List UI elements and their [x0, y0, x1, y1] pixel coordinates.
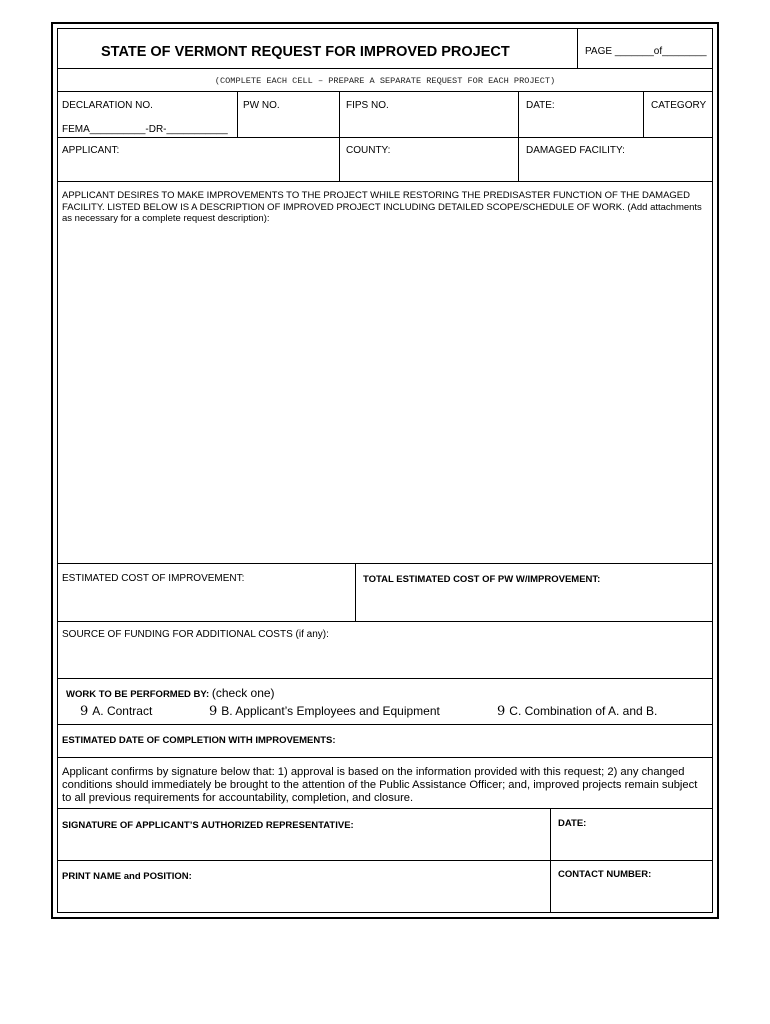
rule-work [57, 724, 713, 725]
signature-label: SIGNATURE OF APPLICANT’S AUTHORIZED REPRESENTATIVE: [62, 820, 354, 831]
form-title: STATE OF VERMONT REQUEST FOR IMPROVED PROJECT [101, 44, 510, 60]
option-applicant-employees-label: B. Applicant’s Employees and Equipment [221, 704, 440, 718]
improvement-description-instructions: APPLICANT DESIRES TO MAKE IMPROVEMENTS TO THE PROJECT WHILE RESTORING THE PREDISASTER FUNCTION OF THE DAMAGED FACILITY. LISTED BELOW IS A DESCRIPTION OF IMPROVED PROJECT INCLUDING DETAILED SCOPE/SCHEDULE OF WORK. (Add attachments as necessary for a complete request description): [62, 190, 702, 224]
improvement-description-area[interactable] [58, 230, 712, 562]
checkbox-icon[interactable]: 9 [80, 704, 89, 719]
check-one-hint: (check one) [211, 686, 275, 700]
option-contract[interactable] [80, 704, 152, 719]
date-label: DATE: [526, 100, 555, 111]
rule-cost-divider [355, 563, 356, 621]
rule-date-divider [518, 91, 519, 181]
option-applicant-employees[interactable] [209, 704, 440, 719]
rule-fips-divider [339, 91, 340, 181]
work-performed-title: WORK TO BE PERFORMED BY: [66, 689, 210, 700]
print-name-label: PRINT NAME and POSITION: [62, 871, 192, 882]
total-cost-label: TOTAL ESTIMATED COST OF PW W/IMPROVEMENT: [363, 574, 601, 585]
rule-category-divider [643, 91, 644, 137]
fips-no-label: FIPS NO. [346, 100, 389, 111]
rule-instruction [57, 91, 713, 92]
estimated-cost-label: ESTIMATED COST OF IMPROVEMENT: [62, 573, 245, 584]
option-contract-label: A. Contract [92, 704, 153, 718]
pw-no-label: PW NO. [243, 100, 280, 111]
damaged-facility-label: DAMAGED FACILITY: [526, 145, 625, 156]
rule-funding [57, 678, 713, 679]
rule-row1 [57, 137, 713, 138]
option-combination-label: C. Combination of A. and B. [509, 704, 658, 718]
funding-source-label: SOURCE OF FUNDING FOR ADDITIONAL COSTS (if any): [62, 629, 329, 640]
rule-signature [57, 860, 713, 861]
category-label: CATEGORY [651, 100, 707, 111]
rule-completion [57, 757, 713, 758]
rule-signature-divider [550, 808, 551, 913]
rule-costs [57, 621, 713, 622]
rule-title [57, 68, 713, 69]
instruction-text: (COMPLETE EACH CELL – PREPARE A SEPARATE REQUEST FOR EACH PROJECT) [214, 76, 556, 86]
rule-page-divider [577, 28, 578, 68]
rule-confirmation [57, 808, 713, 809]
option-combination[interactable] [497, 704, 657, 719]
rule-pw-divider [237, 91, 238, 137]
county-label: COUNTY: [346, 145, 391, 156]
checkbox-icon[interactable]: 9 [209, 704, 218, 719]
work-performed-label [66, 686, 275, 702]
signature-date-label: DATE: [558, 818, 587, 829]
page-field[interactable]: PAGE _______of________ [585, 46, 707, 57]
rule-row2 [57, 181, 713, 182]
rule-description [57, 563, 713, 564]
contact-number-label: CONTACT NUMBER: [558, 869, 652, 880]
confirmation-statement: Applicant confirms by signature below that: 1) approval is based on the information provided with this request; 2) any changed conditions should immediately be brought to the attention of the Public Assistance Officer; and, improved projects remain subject to all previous requirements for accountability, completion, and closure. [62, 766, 698, 804]
declaration-label: DECLARATION NO. [62, 100, 153, 111]
applicant-label: APPLICANT: [62, 145, 120, 156]
checkbox-icon[interactable]: 9 [497, 704, 506, 719]
completion-date-label: ESTIMATED DATE OF COMPLETION WITH IMPROVEMENTS: [62, 735, 336, 746]
declaration-field[interactable]: FEMA__________-DR-___________ [62, 124, 228, 135]
